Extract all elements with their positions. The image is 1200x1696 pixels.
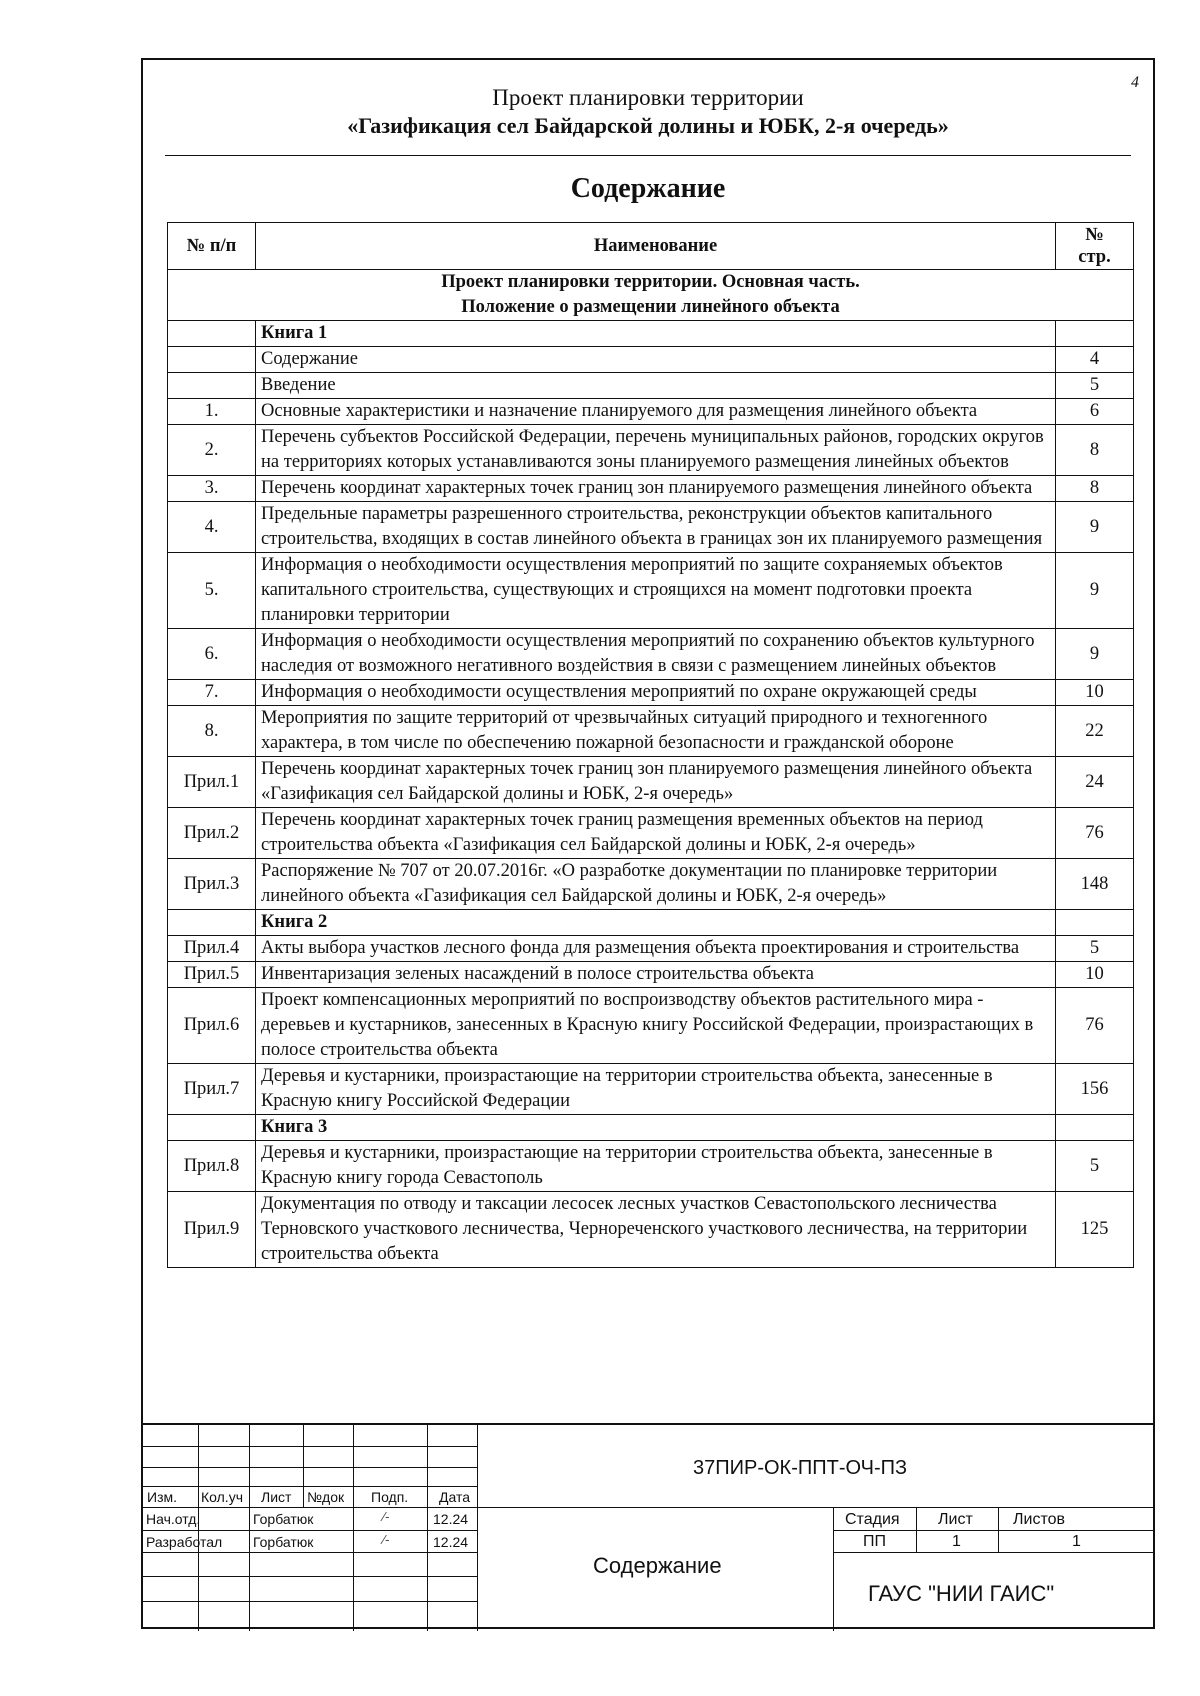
row-number: Прил.1 [168,757,256,808]
signature-mark: ⁄- [383,1532,390,1547]
stamp-hline [143,1507,1153,1508]
title-block [143,1423,1153,1631]
row-title: Основные характеристики и назначение планируемого для размещения линейного объекта [256,399,1056,425]
signature-mark: ⁄- [383,1509,390,1524]
row-title: Перечень координат характерных точек границ размещения временных объектов на период строительства объекта «Газификация сел Байдарской долины и ЮБК, 2-я очередь» [256,808,1056,859]
book-heading: Книга 2 [256,910,1056,936]
row-title: Инвентаризация зеленых насаждений в полосе строительства объекта [256,962,1056,988]
table-row [168,629,1134,680]
row-title: Деревья и кустарники, произрастающие на территории строительства объекта, занесенные в Красную книгу города Севастополь [256,1141,1056,1192]
row-title: Проект компенсационных мероприятий по воспроизводству объектов растительного мира - деревьев и кустарников, занесенных в Красную книгу Российской Федерации, произрастающих в полосе строительства объекта [256,988,1056,1064]
col-header-page-line2: стр. [1078,247,1111,267]
section-line2: Положение о размещении линейного объекта [461,297,840,317]
sheets-value: 1 [1072,1533,1081,1550]
col-data: Дата [439,1489,471,1505]
section-row [168,270,1134,321]
stage-value: ПП [863,1533,886,1550]
book-num-cell [168,910,256,936]
row-page: 125 [1056,1192,1134,1268]
stamp-hline [143,1486,477,1487]
row-title: Информация о необходимости осуществления мероприятий по охране окружающей среды [256,680,1056,706]
role-razrabotal: Разработал [146,1534,223,1550]
col-header-page-line1: № [1085,225,1104,245]
row-page: 5 [1056,373,1134,399]
row-title: Информация о необходимости осуществления мероприятий по сохранению объектов культурного наследия от возможного негативного воздействия в связи с размещением линейных объектов [256,629,1056,680]
stamp-hline [143,1576,477,1577]
stamp-hline [143,1446,477,1447]
stamp-doc-title: Содержание [593,1553,722,1578]
col-header-num: № п/п [168,223,256,270]
stamp-hline [143,1552,477,1553]
section-line1: Проект планировки территории. Основная часть. [441,272,860,292]
row-page: 10 [1056,680,1134,706]
row-title: Введение [256,373,1056,399]
table-row [168,373,1134,399]
table-row [168,1192,1134,1268]
row-page: 4 [1056,347,1134,373]
role-nach-otd: Нач.отд. [146,1511,201,1527]
row-title: Документация по отводу и таксации лесосек лесных участков Севастопольского лесничества Терновского участкового лесничества, Чернореченского участкового лесничества, на территории строительства объекта [256,1192,1056,1268]
col-kol-uch: Кол.уч [201,1489,243,1505]
row-title: Распоряжение № 707 от 20.07.2016г. «О разработке документации по планировке территории линейного объекта «Газификация сел Байдарской долины и ЮБК, 2-я очередь» [256,859,1056,910]
row-number [168,373,256,399]
row-title: Информация о необходимости осуществления мероприятий по защите сохраняемых объектов капитального строительства, существующих и строящихся на момент подготовки проекта планировки территории [256,553,1056,629]
row-number: Прил.5 [168,962,256,988]
header-line2: «Газификация сел Байдарской долины и ЮБК, 2-я очередь» [347,113,949,138]
row-page: 6 [1056,399,1134,425]
col-header-page [1056,223,1134,270]
col-list: Лист [261,1489,292,1505]
row-page: 5 [1056,936,1134,962]
row-number: Прил.3 [168,859,256,910]
header-line1: Проект планировки территории [492,85,804,110]
date-row2: 12.24 [433,1534,469,1550]
stamp-hline [143,1601,477,1602]
stage-label: Стадия [845,1511,900,1528]
book-heading: Книга 1 [256,321,1056,347]
row-title: Перечень координат характерных точек границ зон планируемого размещения линейного объекта [256,476,1056,502]
header-divider [165,155,1131,156]
row-title: Мероприятия по защите территорий от чрезвычайных ситуаций природного и техногенного характера, в том числе по обеспечению пожарной безопасности и гражданской обороне [256,706,1056,757]
sheets-label: Листов [1013,1511,1065,1528]
name-row1: Горбатюк [253,1511,314,1527]
row-number: Прил.6 [168,988,256,1064]
doc-code: 37ПИР-ОК-ППТ-ОЧ-ПЗ [693,1457,908,1479]
row-title: Перечень координат характерных точек границ зон планируемого размещения линейного объекта «Газификация сел Байдарской долины и ЮБК, 2-я очередь» [256,757,1056,808]
table-row [168,399,1134,425]
row-page: 148 [1056,859,1134,910]
sheet-value: 1 [952,1533,961,1550]
col-izm: Изм. [147,1489,177,1505]
row-number: 7. [168,680,256,706]
row-page: 76 [1056,988,1134,1064]
name-row2: Горбатюк [253,1534,314,1550]
row-number: 5. [168,553,256,629]
row-page: 22 [1056,706,1134,757]
row-page: 9 [1056,553,1134,629]
table-row [168,859,1134,910]
table-row [168,936,1134,962]
book-page-cell [1056,910,1134,936]
stamp-vline [303,1425,304,1507]
book-row [168,910,1134,936]
row-page: 8 [1056,425,1134,476]
stamp-hline [143,1530,477,1531]
row-number: 3. [168,476,256,502]
row-title: Содержание [256,347,1056,373]
book-heading: Книга 3 [256,1115,1056,1141]
row-number: Прил.2 [168,808,256,859]
row-page: 5 [1056,1141,1134,1192]
book-row [168,321,1134,347]
col-header-name: Наименование [256,223,1056,270]
section-heading [168,270,1134,321]
row-page: 24 [1056,757,1134,808]
page-number: 4 [1131,74,1139,91]
col-ndok: №док [307,1489,345,1505]
table-row [168,502,1134,553]
table-row [168,808,1134,859]
table-row [168,706,1134,757]
book-num-cell [168,321,256,347]
table-header-row [168,223,1134,270]
row-number: Прил.8 [168,1141,256,1192]
table-row [168,680,1134,706]
table-row [168,962,1134,988]
table-row [168,757,1134,808]
row-number: Прил.7 [168,1064,256,1115]
row-page: 156 [1056,1064,1134,1115]
book-row [168,1115,1134,1141]
row-number: 1. [168,399,256,425]
row-title: Перечень субъектов Российской Федерации, перечень муниципальных районов, городских округов на территориях которых устанавливаются зоны планируемого размещения линейных объектов [256,425,1056,476]
table-row [168,425,1134,476]
page-frame [141,58,1155,1629]
row-number [168,347,256,373]
row-title: Деревья и кустарники, произрастающие на территории строительства объекта, занесенные в Красную книгу Российской Федерации [256,1064,1056,1115]
row-number: 4. [168,502,256,553]
row-title: Акты выбора участков лесного фонда для размещения объекта проектирования и строительства [256,936,1056,962]
row-page: 9 [1056,629,1134,680]
table-row [168,553,1134,629]
row-page: 8 [1056,476,1134,502]
book-page-cell [1056,321,1134,347]
stamp-vline [477,1425,478,1631]
row-page: 9 [1056,502,1134,553]
stamp-vline [833,1507,834,1631]
contents-table [167,222,1134,1268]
book-page-cell [1056,1115,1134,1141]
table-row [168,347,1134,373]
row-number: 6. [168,629,256,680]
row-page: 76 [1056,808,1134,859]
table-row [168,988,1134,1064]
sheet-label: Лист [938,1511,973,1528]
table-row [168,1064,1134,1115]
organization-name: ГАУС "НИИ ГАИС" [868,1581,1055,1606]
row-number: 2. [168,425,256,476]
page-title: Содержание [570,173,726,204]
stamp-hline [833,1552,1153,1553]
stamp-hline [143,1467,477,1468]
table-row [168,1141,1134,1192]
row-number: Прил.9 [168,1192,256,1268]
row-title: Предельные параметры разрешенного строительства, реконструкции объектов капитального строительства, входящих в состав линейного объекта в границах зон их планируемого размещения [256,502,1056,553]
date-row1: 12.24 [433,1511,469,1527]
row-number: 8. [168,706,256,757]
book-num-cell [168,1115,256,1141]
row-number: Прил.4 [168,936,256,962]
col-podp: Подп. [371,1489,409,1505]
table-row [168,476,1134,502]
stamp-hline [833,1530,1153,1531]
row-page: 10 [1056,962,1134,988]
